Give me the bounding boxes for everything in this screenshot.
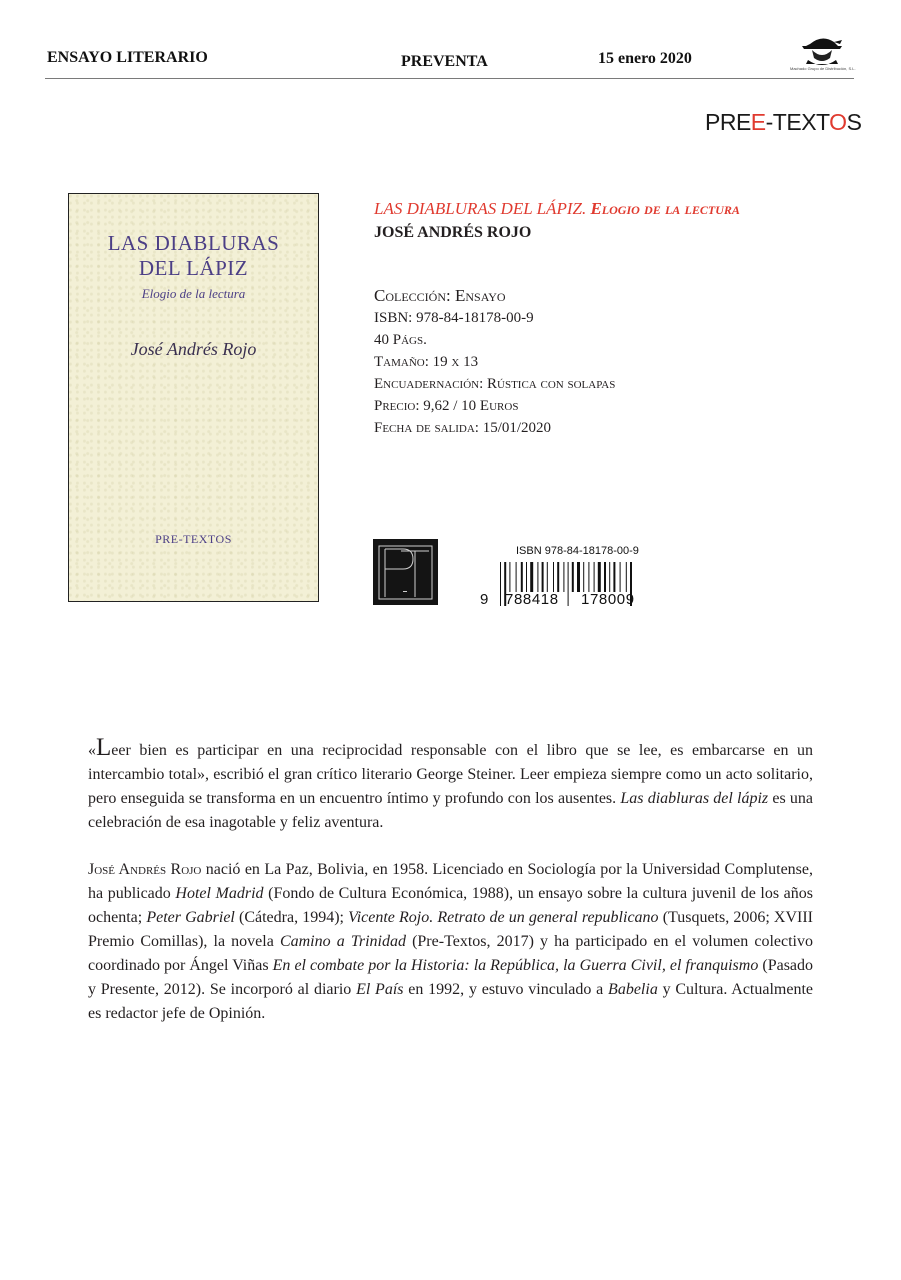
meta-size: Tamaño: 19 x 13 [374, 354, 479, 370]
meta-isbn: ISBN: 978-84-18178-00-9 [374, 310, 534, 326]
book-author: JOSÉ ANDRÉS ROJO [374, 224, 532, 241]
author-bio-paragraph: José Andrés Rojo nació en La Paz, Bolivia, en 1958. Licenciado en Sociología por la Universidad Complutense, ha publicado Hotel Madrid (Fondo de Cultura Económica, 1988), un ensayo sobre la cultura juvenil de los años ochenta; Peter Gabriel (Cátedra, 1994); Vicente Rojo. Retrato de un general republicano (Tusquets, 2006; XVIII Premio Comillas), la novela Camino a Trinidad (Pre-Textos, 2017) y ha participado en el volumen colectivo coordinado por Ángel Viñas En el combate por la Historia: la República, la Guerra Civil, el franquismo (Pasado y Presente, 2012). Se incorporó al diario El País en 1992, y estuvo vinculado a Babelia y Cultura. Actualmente es redactor jefe de Opinión. [88, 861, 814, 1022]
header-divider [45, 78, 854, 79]
distributor-caption: Machado Grupo de Distribución, S.L. [790, 66, 856, 71]
cover-subtitle: Elogio de la lectura [141, 286, 246, 301]
date-label: 15 enero 2020 [598, 50, 692, 67]
meta-collection: Colección: Ensayo [374, 286, 506, 305]
publisher-logo: PREE-TEXTOS [705, 109, 862, 135]
cover-title-line2: DEL LÁPIZ [138, 256, 249, 280]
meta-price: Precio: 9,62 / 10 Euros [374, 398, 519, 414]
book-title: LAS DIABLURAS DEL LÁPIZ. Elogio de la lectura [374, 199, 740, 218]
book-cover [68, 193, 319, 602]
pt-mark-icon [373, 539, 438, 605]
cover-title-line1: LAS DIABLURAS [107, 231, 280, 255]
book-metadata [374, 285, 615, 439]
category-label: ENSAYO LITERARIO [47, 49, 208, 66]
meta-binding: Encuadernación: Rústica con solapas [374, 376, 616, 392]
barcode-icon [478, 560, 668, 608]
status-label: PREVENTA [401, 53, 488, 70]
cover-author: José Andrés Rojo [130, 339, 257, 359]
description-paragraph: «Leer bien es participar en una reciprocidad responsable con el libro que se lee, es embarcarse en un intercambio total», escribió el gran crítico literario George Steiner. Leer empieza siempre como un acto solitario, pero enseguida se transforma en un encuentro íntimo y profundo con los ausentes. Las diabluras del lápiz es una celebración de esa inagotable y feliz aventura. [88, 734, 813, 831]
cover-publisher: PRE-TEXTOS [155, 532, 232, 546]
barcode-digits-left: 788418 [505, 591, 559, 608]
meta-release: Fecha de salida: 15/01/2020 [374, 420, 552, 436]
barcode-digits-right: 178009 [581, 591, 635, 608]
barcode-isbn-label: ISBN 978-84-18178-00-9 [516, 545, 639, 557]
barcode-digit-first: 9 [480, 591, 489, 608]
meta-pages: 40 Págs. [374, 332, 427, 348]
